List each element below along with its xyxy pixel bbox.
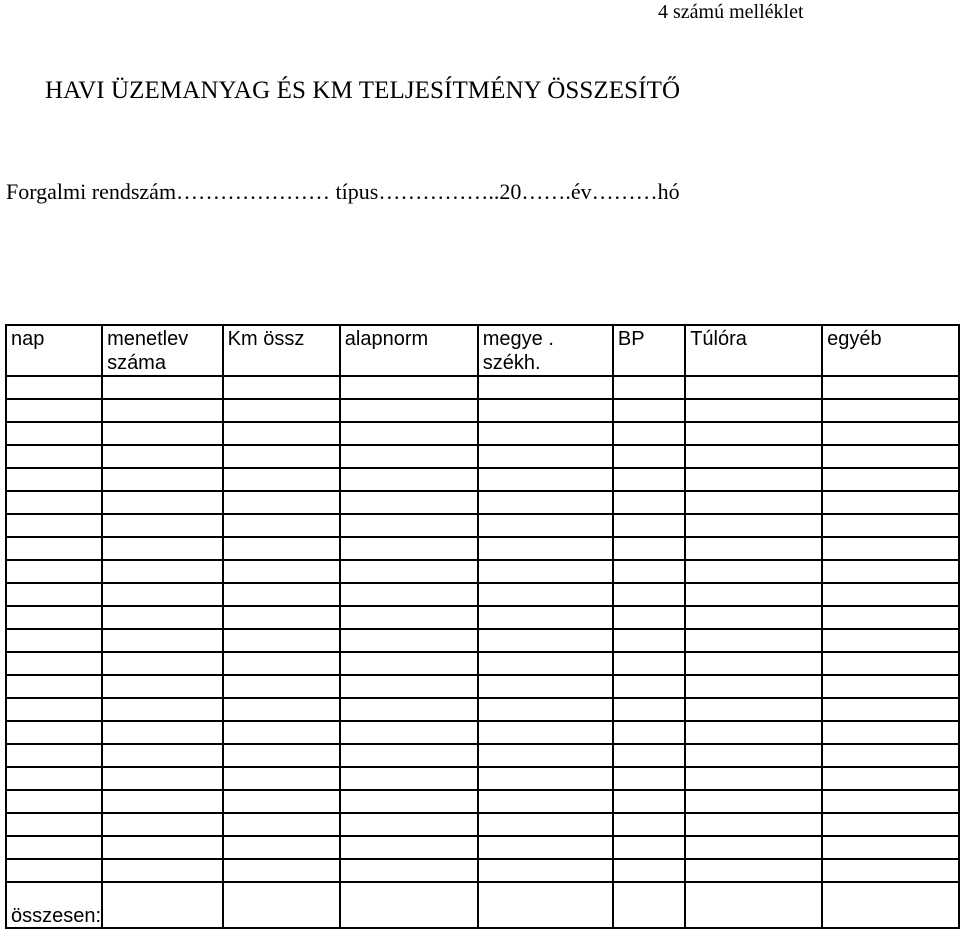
table-cell[interactable] xyxy=(822,606,959,629)
table-cell[interactable] xyxy=(340,491,478,514)
table-cell[interactable] xyxy=(102,813,223,836)
table-cell[interactable] xyxy=(340,790,478,813)
table-cell[interactable] xyxy=(223,537,340,560)
table-cell[interactable] xyxy=(223,629,340,652)
table-cell[interactable] xyxy=(340,859,478,882)
table-cell[interactable] xyxy=(613,583,685,606)
column-header-tulora: Túlóra xyxy=(685,325,822,376)
table-cell[interactable] xyxy=(478,767,613,790)
table-cell[interactable] xyxy=(613,813,685,836)
table-cell[interactable] xyxy=(822,767,959,790)
column-header-nap: nap xyxy=(6,325,102,376)
table-cell[interactable] xyxy=(102,859,223,882)
table-cell[interactable] xyxy=(822,813,959,836)
table-cell[interactable] xyxy=(822,675,959,698)
table-cell[interactable] xyxy=(223,606,340,629)
table-cell[interactable] xyxy=(340,445,478,468)
table-row xyxy=(6,721,959,744)
table-cell[interactable] xyxy=(478,537,613,560)
table-cell[interactable] xyxy=(6,721,102,744)
table-cell[interactable] xyxy=(102,560,223,583)
table-cell[interactable] xyxy=(6,813,102,836)
table-cell[interactable] xyxy=(685,537,822,560)
table-cell[interactable] xyxy=(822,859,959,882)
fuel-log-table xyxy=(5,324,960,929)
table-cell[interactable] xyxy=(102,514,223,537)
table-cell[interactable] xyxy=(613,468,685,491)
table-cell[interactable] xyxy=(685,698,822,721)
table-row xyxy=(6,836,959,859)
table-cell[interactable] xyxy=(613,491,685,514)
table-cell[interactable] xyxy=(613,399,685,422)
table-cell[interactable] xyxy=(6,399,102,422)
table-cell[interactable] xyxy=(223,491,340,514)
column-header-km-ossz: Km össz xyxy=(223,325,340,376)
table-cell[interactable] xyxy=(340,813,478,836)
table-cell[interactable] xyxy=(613,514,685,537)
table-cell[interactable] xyxy=(478,491,613,514)
table-cell[interactable] xyxy=(340,744,478,767)
table-cell[interactable] xyxy=(613,744,685,767)
total-cell[interactable] xyxy=(685,882,822,928)
table-cell[interactable] xyxy=(102,583,223,606)
table-cell[interactable] xyxy=(822,560,959,583)
table-cell[interactable] xyxy=(6,606,102,629)
table-cell[interactable] xyxy=(223,652,340,675)
table-row xyxy=(6,675,959,698)
table-cell[interactable] xyxy=(223,744,340,767)
table-cell[interactable] xyxy=(685,790,822,813)
table-cell[interactable] xyxy=(822,790,959,813)
table-cell[interactable] xyxy=(478,399,613,422)
table-cell[interactable] xyxy=(613,652,685,675)
table-cell[interactable] xyxy=(102,744,223,767)
table-cell[interactable] xyxy=(223,376,340,399)
table-row xyxy=(6,422,959,445)
table-cell[interactable] xyxy=(340,698,478,721)
table-cell[interactable] xyxy=(6,583,102,606)
table-cell[interactable] xyxy=(102,422,223,445)
table-cell[interactable] xyxy=(478,744,613,767)
table-cell[interactable] xyxy=(102,606,223,629)
page-title: HAVI ÜZEMANYAG ÉS KM TELJESÍTMÉNY ÖSSZESÍTŐ xyxy=(45,77,681,104)
table-cell[interactable] xyxy=(685,767,822,790)
table-cell[interactable] xyxy=(6,376,102,399)
table-cell[interactable] xyxy=(223,859,340,882)
table-cell[interactable] xyxy=(102,698,223,721)
table-cell[interactable] xyxy=(685,445,822,468)
table-cell[interactable] xyxy=(478,836,613,859)
table-cell[interactable] xyxy=(685,560,822,583)
table-cell[interactable] xyxy=(613,629,685,652)
table-cell[interactable] xyxy=(102,468,223,491)
table-row xyxy=(6,813,959,836)
table-cell[interactable] xyxy=(6,698,102,721)
table-cell[interactable] xyxy=(223,767,340,790)
table-cell[interactable] xyxy=(6,422,102,445)
table-cell[interactable] xyxy=(6,491,102,514)
table-cell[interactable] xyxy=(478,422,613,445)
table-cell[interactable] xyxy=(613,675,685,698)
total-row xyxy=(6,882,959,928)
total-cell[interactable] xyxy=(478,882,613,928)
table-row xyxy=(6,767,959,790)
table-cell[interactable] xyxy=(6,537,102,560)
table-row xyxy=(6,629,959,652)
table-row xyxy=(6,859,959,882)
table-cell[interactable] xyxy=(223,836,340,859)
table-cell[interactable] xyxy=(613,836,685,859)
table-cell[interactable] xyxy=(102,790,223,813)
table-cell[interactable] xyxy=(822,514,959,537)
table-cell[interactable] xyxy=(223,445,340,468)
table-cell[interactable] xyxy=(822,422,959,445)
table-row xyxy=(6,468,959,491)
table-cell[interactable] xyxy=(478,675,613,698)
table-cell[interactable] xyxy=(6,468,102,491)
table-cell[interactable] xyxy=(685,813,822,836)
table-cell[interactable] xyxy=(340,675,478,698)
table-cell[interactable] xyxy=(685,468,822,491)
table-cell[interactable] xyxy=(340,721,478,744)
table-cell[interactable] xyxy=(822,537,959,560)
total-cell[interactable] xyxy=(613,882,685,928)
table-cell[interactable] xyxy=(340,422,478,445)
table-cell[interactable] xyxy=(822,468,959,491)
table-cell[interactable] xyxy=(223,675,340,698)
table-cell[interactable] xyxy=(685,836,822,859)
table-row xyxy=(6,744,959,767)
column-header-megye-szekh: megye . székh. xyxy=(478,325,613,376)
table-cell[interactable] xyxy=(223,422,340,445)
column-header-alapnorm: alapnorm xyxy=(340,325,478,376)
column-header-bp: BP xyxy=(613,325,685,376)
table-row xyxy=(6,652,959,675)
table-cell[interactable] xyxy=(613,790,685,813)
table-cell[interactable] xyxy=(685,514,822,537)
table-cell[interactable] xyxy=(685,721,822,744)
table-cell[interactable] xyxy=(340,767,478,790)
table-row xyxy=(6,491,959,514)
table-cell[interactable] xyxy=(340,652,478,675)
total-label: összesen: xyxy=(6,882,102,928)
table-cell[interactable] xyxy=(340,537,478,560)
table-cell[interactable] xyxy=(822,652,959,675)
total-cell[interactable] xyxy=(822,882,959,928)
table-cell[interactable] xyxy=(822,445,959,468)
table-cell[interactable] xyxy=(685,399,822,422)
table-cell[interactable] xyxy=(478,376,613,399)
table-cell[interactable] xyxy=(685,583,822,606)
table-row xyxy=(6,399,959,422)
table-cell[interactable] xyxy=(6,836,102,859)
table-cell[interactable] xyxy=(223,813,340,836)
table-cell[interactable] xyxy=(6,790,102,813)
column-header-menetlev: menetlev száma xyxy=(102,325,223,376)
table-cell[interactable] xyxy=(478,606,613,629)
table-cell[interactable] xyxy=(340,399,478,422)
table-cell[interactable] xyxy=(102,537,223,560)
table-cell[interactable] xyxy=(822,721,959,744)
table-cell[interactable] xyxy=(613,537,685,560)
table-cell[interactable] xyxy=(478,859,613,882)
table-cell[interactable] xyxy=(6,744,102,767)
table-cell[interactable] xyxy=(685,652,822,675)
table-cell[interactable] xyxy=(822,376,959,399)
table-cell[interactable] xyxy=(223,583,340,606)
table-cell[interactable] xyxy=(613,606,685,629)
table-cell[interactable] xyxy=(223,698,340,721)
annex-label: 4 számú melléklet xyxy=(658,1,804,23)
table-cell[interactable] xyxy=(6,445,102,468)
table-cell[interactable] xyxy=(102,376,223,399)
table-cell[interactable] xyxy=(478,514,613,537)
table-body xyxy=(6,376,959,882)
table-cell[interactable] xyxy=(340,629,478,652)
table-cell[interactable] xyxy=(613,445,685,468)
table-cell[interactable] xyxy=(822,583,959,606)
table-cell[interactable] xyxy=(685,491,822,514)
table-cell[interactable] xyxy=(822,491,959,514)
table-cell[interactable] xyxy=(613,560,685,583)
table-cell[interactable] xyxy=(478,560,613,583)
table-cell[interactable] xyxy=(685,629,822,652)
table-cell[interactable] xyxy=(478,698,613,721)
table-cell[interactable] xyxy=(340,583,478,606)
table-cell[interactable] xyxy=(613,859,685,882)
table-cell[interactable] xyxy=(340,376,478,399)
table-row xyxy=(6,583,959,606)
table-cell[interactable] xyxy=(6,675,102,698)
table-cell[interactable] xyxy=(613,376,685,399)
table-cell[interactable] xyxy=(6,767,102,790)
table-row xyxy=(6,445,959,468)
table-cell[interactable] xyxy=(478,652,613,675)
table-header-row xyxy=(6,325,959,376)
table-cell[interactable] xyxy=(102,721,223,744)
table-cell[interactable] xyxy=(340,514,478,537)
table-cell[interactable] xyxy=(102,675,223,698)
table-cell[interactable] xyxy=(613,698,685,721)
table-row xyxy=(6,537,959,560)
total-cell[interactable] xyxy=(223,882,340,928)
table-cell[interactable] xyxy=(340,560,478,583)
table-cell[interactable] xyxy=(613,767,685,790)
table-cell[interactable] xyxy=(822,629,959,652)
table-row xyxy=(6,606,959,629)
table-row xyxy=(6,560,959,583)
total-cell[interactable] xyxy=(340,882,478,928)
table-cell[interactable] xyxy=(340,468,478,491)
table-cell[interactable] xyxy=(822,698,959,721)
table-cell[interactable] xyxy=(223,468,340,491)
table-cell[interactable] xyxy=(685,606,822,629)
table-cell[interactable] xyxy=(685,744,822,767)
table-cell[interactable] xyxy=(102,836,223,859)
table-cell[interactable] xyxy=(685,675,822,698)
table-row xyxy=(6,514,959,537)
table-cell[interactable] xyxy=(223,399,340,422)
table-cell[interactable] xyxy=(102,652,223,675)
table-cell[interactable] xyxy=(478,721,613,744)
table-row xyxy=(6,376,959,399)
table-cell[interactable] xyxy=(102,399,223,422)
table-cell[interactable] xyxy=(340,606,478,629)
table-cell[interactable] xyxy=(478,813,613,836)
table-cell[interactable] xyxy=(6,652,102,675)
table-cell[interactable] xyxy=(478,790,613,813)
table-cell[interactable] xyxy=(102,445,223,468)
table-cell[interactable] xyxy=(613,422,685,445)
table-row xyxy=(6,790,959,813)
table-cell[interactable] xyxy=(6,859,102,882)
table-cell[interactable] xyxy=(478,445,613,468)
table-cell[interactable] xyxy=(478,583,613,606)
table-cell[interactable] xyxy=(223,790,340,813)
table-cell[interactable] xyxy=(685,422,822,445)
table-cell[interactable] xyxy=(478,468,613,491)
table-cell[interactable] xyxy=(6,560,102,583)
column-header-egyeb: egyéb xyxy=(822,325,959,376)
table-cell[interactable] xyxy=(223,560,340,583)
table-cell[interactable] xyxy=(478,629,613,652)
table-cell[interactable] xyxy=(102,767,223,790)
table-cell[interactable] xyxy=(223,721,340,744)
vehicle-fields-line: Forgalmi rendszám………………… típus……………..20…….év………hó xyxy=(6,179,680,204)
table-cell[interactable] xyxy=(685,859,822,882)
table-cell[interactable] xyxy=(613,721,685,744)
table-cell[interactable] xyxy=(6,514,102,537)
table-row xyxy=(6,698,959,721)
table-cell[interactable] xyxy=(223,514,340,537)
table-cell[interactable] xyxy=(102,491,223,514)
total-cell[interactable] xyxy=(102,882,223,928)
table-cell[interactable] xyxy=(822,836,959,859)
table-cell[interactable] xyxy=(102,629,223,652)
table-cell[interactable] xyxy=(685,376,822,399)
table-cell[interactable] xyxy=(822,744,959,767)
table-cell[interactable] xyxy=(6,629,102,652)
table-cell[interactable] xyxy=(340,836,478,859)
table-cell[interactable] xyxy=(822,399,959,422)
